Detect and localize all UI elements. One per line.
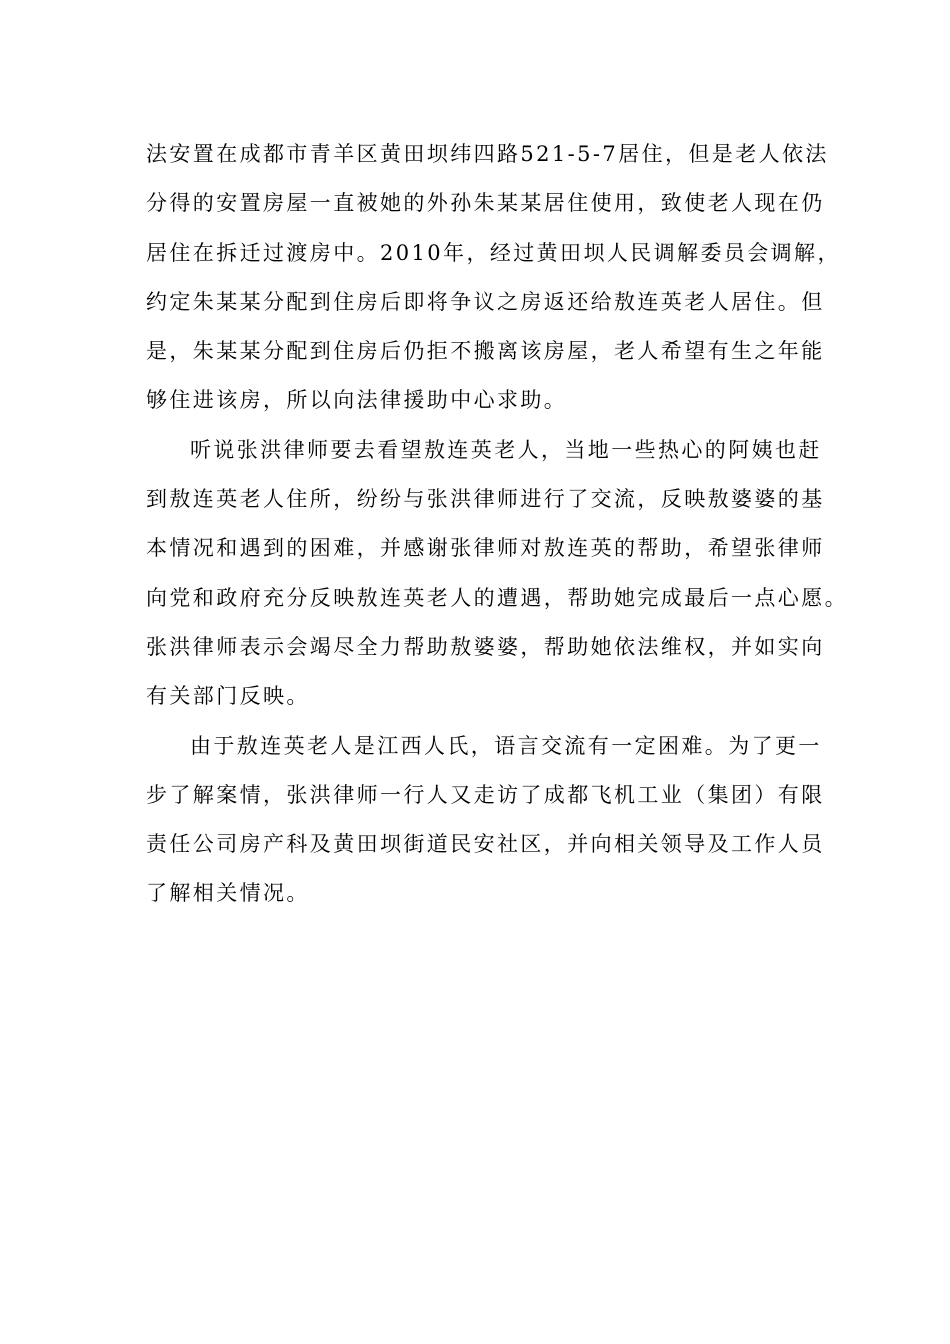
document-body	[146, 130, 848, 919]
text-line: 分得的安置房屋一直被她的外孙朱某某居住使用，致使老人现在仍	[146, 191, 825, 216]
text-line: 由于敖连英老人是江西人氏，语言交流有一定困难。为了更一	[190, 733, 822, 758]
text-line: 本情况和遇到的困难，并感谢张律师对敖连英的帮助，希望张律师	[146, 536, 825, 561]
paragraph-3	[146, 722, 825, 919]
text-line: 责任公司房产科及黄田坝街道民安社区，并向相关领导及工作人员	[146, 832, 825, 857]
text-line: 听说张洪律师要去看望敖连英老人，当地一些热心的阿姨也赶	[190, 437, 822, 462]
paragraph-2	[146, 426, 848, 722]
text-line: 有关部门反映。	[146, 684, 310, 709]
text-line: 够住进该房，所以向法律援助中心求助。	[146, 388, 568, 413]
text-line: 居住在拆迁过渡房中。2010年，经过黄田坝人民调解委员会调解，	[146, 240, 841, 265]
text-line: 约定朱某某分配到住房后即将争议之房返还给敖连英老人居住。但	[146, 289, 825, 314]
text-line: 了解相关情况。	[146, 881, 310, 906]
text-line: 步了解案情，张洪律师一行人又走访了成都飞机工业（集团）有限	[146, 782, 825, 807]
text-line: 是，朱某某分配到住房后仍拒不搬离该房屋，老人希望有生之年能	[146, 339, 825, 364]
text-line: 向党和政府充分反映敖连英老人的遭遇，帮助她完成最后一点心愿。	[146, 585, 848, 610]
text-line: 到敖连英老人住所，纷纷与张洪律师进行了交流，反映敖婆婆的基	[146, 487, 825, 512]
paragraph-1	[146, 130, 841, 426]
text-line: 法安置在成都市青羊区黄田坝纬四路521-5-7居住，但是老人依法	[146, 142, 829, 166]
text-line: 张洪律师表示会竭尽全力帮助敖婆婆，帮助她依法维权，并如实向	[146, 634, 825, 659]
